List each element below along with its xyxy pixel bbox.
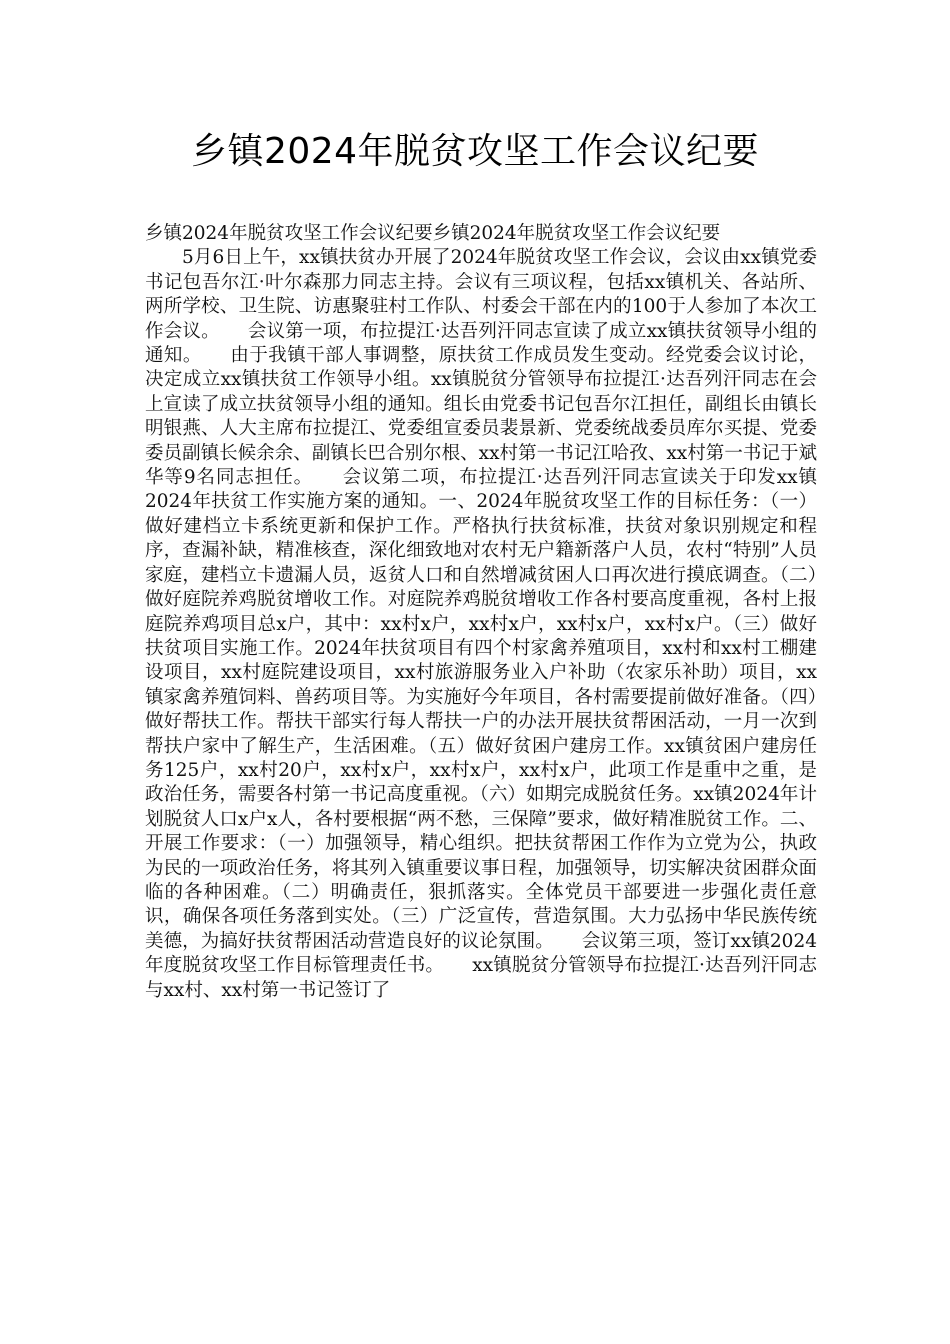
document-body [145,222,817,1003]
document-title: 乡镇2024年脱贫攻坚工作会议纪要 [190,131,760,172]
intro-paragraph: 乡镇2024年脱贫攻坚工作会议纪要乡镇2024年脱贫攻坚工作会议纪要 [145,223,721,244]
body-paragraph: 5月6日上午，xx镇扶贫办开展了2024年脱贫攻坚工作会议，会议由xx镇党委书记包吾尔江·叶尔森那力同志主持。会议有三项议程，包括xx镇机关、各站所、两所学校、卫生院、访惠聚驻村工作队、村委会干部在内的100于人参加了本次工作会议。 会议第一项，布拉提江·达吾列汗同志宣读了成立xx镇扶贫领导小组的通知。 由于我镇干部人事调整，原扶贫工作成员发生变动。经党委会议讨论，决定成立xx镇扶贫工作领导小组。xx镇脱贫分管领导布拉提江·达吾列汗同志在会上宣读了成立扶贫领导小组的通知。组长由党委书记包吾尔江担任，副组长由镇长明银燕、人大主席布拉提江、党委组宣委员裴景新、党委统战委员库尔买提、党委委员副镇长候余余、副镇长巴合别尔根、xx村第一书记江哈孜、xx村第一书记于斌华等9名同志担任。 会议第二项，布拉提江·达吾列汗同志宣读关于印发xx镇2024年扶贫工作实施方案的通知。一、2024年脱贫攻坚工作的目标任务：（一）做好建档立卡系统更新和保护工作。严格执行扶贫标准，扶贫对象识别规定和程序，查漏补缺，精准核查，深化细致地对农村无户籍新落户人员，农村“特别”人员家庭，建档立卡遗漏人员，返贫人口和自然增减贫困人口再次进行摸底调查。（二）做好庭院养鸡脱贫增收工作。对庭院养鸡脱贫增收工作各村要高度重视，各村上报庭院养鸡项目总x户，其中：xx村x户，xx村x户，xx村x户，xx村x户。（三）做好扶贫项目实施工作。2024年扶贫项目有四个村家禽养殖项目，xx村和xx村工棚建设项目，xx村庭院建设项目，xx村旅游服务业入户补助（农家乐补助）项目，xx镇家禽养殖饲料、兽药项目等。为实施好今年项目，各村需要提前做好准备。（四）做好帮扶工作。帮扶干部实行每人帮扶一户的办法开展扶贫帮困活动，一月一次到帮扶户家中了解生产，生活困难。（五）做好贫困户建房工作。xx镇贫困户建房任务125户，xx村20户，xx村x户，xx村x户，xx村x户，此项工作是重中之重，是政治任务，需要各村第一书记高度重视。（六）如期完成脱贫任务。xx镇2024年计划脱贫人口x户x人，各村要根据“两不愁，三保障”要求，做好精准脱贫工作。二、开展工作要求：（一）加强领导，精心组织。把扶贫帮困工作作为立党为公，执政为民的一项政治任务，将其列入镇重要议事日程，加强领导，切实解决贫困群众面临的各种困难。（二）明确责任，狠抓落实。全体党员干部要进一步强化责任意识，确保各项任务落到实处。（三）广泛宣传，营造氛围。大力弘扬中华民族传统美德，为搞好扶贫帮困活动营造良好的议论氛围。 会议第三项，签订xx镇2024年度脱贫攻坚工作目标管理责任书。 xx镇脱贫分管领导布拉提江·达吾列汗同志与xx村、xx村第一书记签订了 [145,247,817,1001]
